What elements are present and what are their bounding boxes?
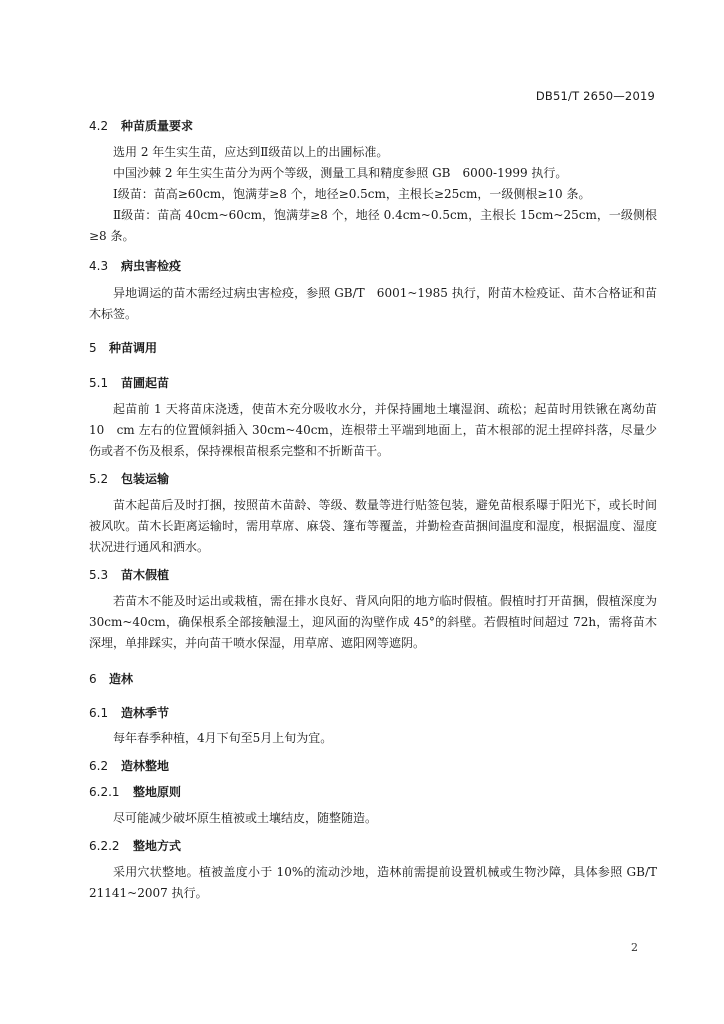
section-title: 苗木假植: [121, 568, 170, 582]
paragraph: 每年春季种植，4月下旬至5月上旬为宜。: [113, 731, 333, 745]
section-number: 4.3: [89, 259, 109, 273]
paragraph: 异地调运的苗木需经过病虫害检疫，参照 GB/T 6001~1985 执行，附苗木检疫证、苗木合格证和苗木标签。: [89, 286, 657, 321]
heading-5-2: [89, 470, 657, 488]
document-body: [89, 117, 657, 904]
heading-5: [89, 339, 657, 357]
section-number: 5.1: [89, 376, 109, 390]
section-title: 种苗调用: [109, 341, 158, 355]
paragraph: 若苗木不能及时运出或栽植，需在排水良好、背风向阳的地方临时假植。假植时打开苗捆，假植深度为 30cm~40cm，确保根系全部接触湿土，迎风面的沟壁作成 45°的斜壁。若假植时间超过 72h，需将苗木深埋，单排踩实，并向苗干喷水保湿，用草席、遮阳网等遮阴。: [89, 594, 657, 650]
paragraph: Ⅰ级苗：苗高≥60cm，饱满芽≥8 个，地径≥0.5cm，主根长≥25cm，一级侧根≥10 条。: [113, 187, 591, 201]
section-number: 6: [89, 672, 97, 686]
heading-6-2-2: [89, 837, 657, 855]
heading-6-2: [89, 757, 657, 775]
section-number: 6.2.1: [89, 785, 120, 799]
section-number: 5: [89, 341, 97, 355]
heading-5-1: [89, 374, 657, 392]
paragraph: 中国沙棘 2 年生实生苗分为两个等级，测量工具和精度参照 GB 6000-1999 执行。: [113, 166, 568, 180]
section-title: 苗圃起苗: [121, 376, 170, 390]
section-number: 6.1: [89, 706, 109, 720]
page-number: 2: [631, 941, 638, 954]
section-title: 包装运输: [121, 472, 170, 486]
section-number: 4.2: [89, 119, 109, 133]
section-number: 6.2.2: [89, 839, 120, 853]
section-title: 造林季节: [121, 706, 170, 720]
heading-6-1: [89, 704, 657, 722]
section-title: 造林整地: [121, 759, 170, 773]
paragraph: 采用穴状整地。植被盖度小于 10%的流动沙地，造林前需提前设置机械或生物沙障，具体参照 GB/T 21141~2007 执行。: [89, 865, 657, 900]
section-title: 种苗质量要求: [121, 119, 194, 133]
section-title: 造林: [109, 672, 134, 686]
paragraph: 尽可能减少破坏原生植被或土壤结皮，随整随造。: [113, 811, 378, 825]
heading-4-2: [89, 117, 657, 135]
heading-4-3: [89, 257, 657, 275]
standard-number: DB51/T 2650—2019: [535, 89, 655, 103]
section-number: 5.2: [89, 472, 109, 486]
paragraph: 起苗前 1 天将苗床浇透，使苗木充分吸收水分，并保持圃地土壤湿润、疏松；起苗时用铁锹在离幼苗 10 cm 左右的位置倾斜插入 30cm~40cm，连根带土平端到地面上，苗木根部的泥土捏碎抖落，尽量少伤或者不伤及根系，保持裸根苗根系完整和不折断苗干。: [89, 402, 657, 458]
heading-6-2-1: [89, 783, 657, 801]
section-title: 整地方式: [133, 839, 182, 853]
heading-5-3: [89, 566, 657, 584]
section-title: 病虫害检疫: [121, 259, 182, 273]
paragraph: Ⅱ级苗：苗高 40cm~60cm，饱满芽≥8 个，地径 0.4cm~0.5cm，主根长 15cm~25cm，一级侧根≥8 条。: [89, 208, 657, 243]
section-title: 整地原则: [133, 785, 182, 799]
paragraph: 选用 2 年生实生苗，应达到Ⅱ级苗以上的出圃标准。: [113, 145, 389, 159]
section-number: 5.3: [89, 568, 109, 582]
paragraph: 苗木起苗后及时打捆，按照苗木苗龄、等级、数量等进行贴签包装，避免苗根系曝于阳光下，或长时间被风吹。苗木长距离运输时，需用草席、麻袋、篷布等覆盖，并勤检查苗捆间温度和湿度，根据温度、湿度状况进行通风和洒水。: [89, 498, 657, 554]
section-number: 6.2: [89, 759, 109, 773]
heading-6: [89, 670, 657, 688]
